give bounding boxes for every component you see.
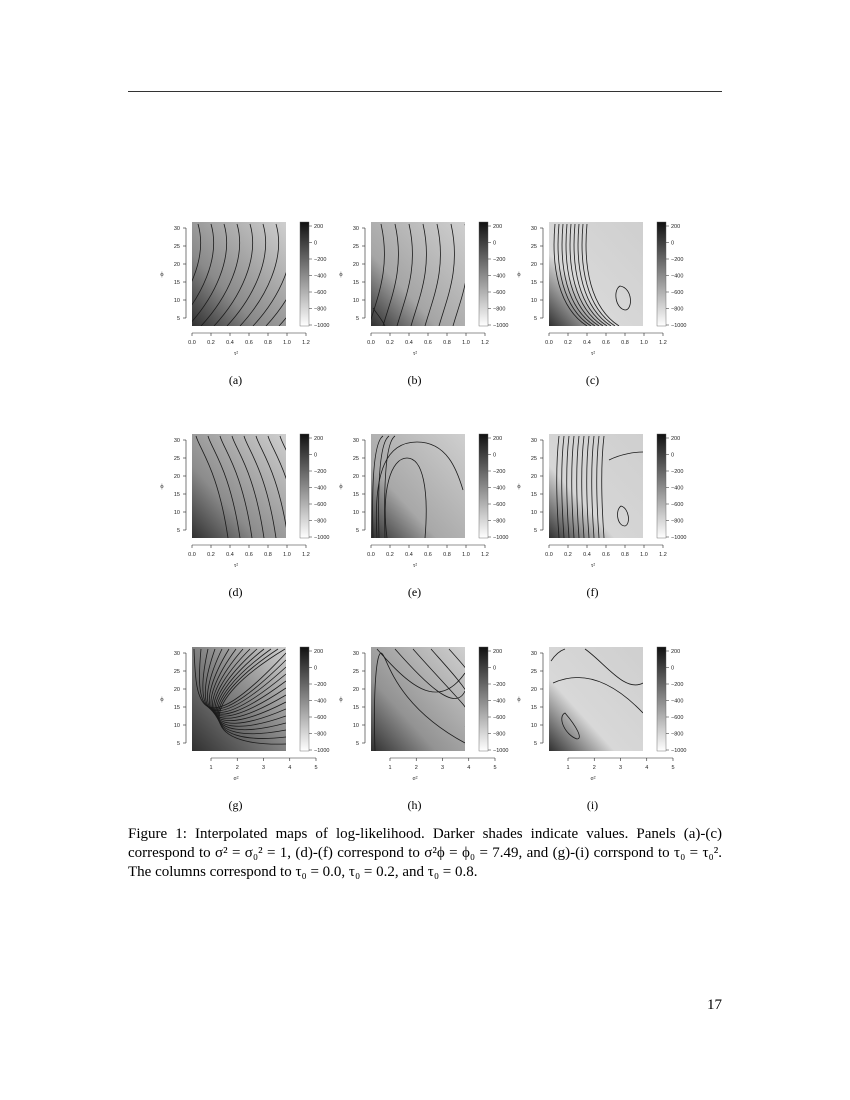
page-number: 17 [707, 997, 722, 1013]
colorbar [479, 222, 488, 326]
y-tick-label: 20 [173, 474, 180, 480]
colorbar-tick-label: −600 [493, 502, 506, 508]
y-tick-label: 30 [530, 226, 537, 232]
heatmap-field [371, 647, 465, 751]
colorbar-tick-label: −400 [671, 273, 684, 280]
heatmap-field [192, 647, 286, 751]
colorbar-tick-label: −1000 [314, 535, 330, 541]
y-tick-label: 30 [530, 438, 537, 444]
y-tick-label: 30 [173, 226, 180, 232]
y-tick-label: 5 [176, 741, 180, 747]
y-tick-label: 15 [352, 280, 359, 286]
x-tick-label: 0.6 [245, 552, 253, 558]
colorbar-tick-label: −800 [493, 306, 506, 313]
colorbar-tick-label: 0 [671, 240, 675, 247]
y-tick-label: 20 [530, 687, 537, 693]
x-tick-label: 0.4 [583, 552, 591, 558]
y-tick-label: 10 [352, 298, 359, 304]
panel-g [160, 643, 343, 803]
caption-text: Interpolated maps of log-likelihood. Darker shades indicate values. Panels (a)-(c) correspond to σ² = σ₀² = 1, (d)-(f) correspond to σ²ϕ = ϕ₀ = 7.49, and (g)-(i) corrspond to τ₀ = τ₀². The columns correspond to τ₀ = 0.0, τ₀ = 0.2, and τ₀ = 0.8. [128, 826, 722, 880]
x-tick-label: 1 [566, 765, 570, 771]
colorbar-tick-label: 200 [493, 649, 503, 655]
y-tick-label: 15 [352, 492, 359, 498]
y-tick-label: 15 [173, 705, 180, 711]
panel-label: (b) [407, 373, 422, 387]
heatmap-field [549, 647, 643, 751]
y-tick-label: 25 [530, 669, 537, 675]
y-tick-label: 30 [530, 651, 537, 657]
panel-label: (f) [586, 585, 599, 599]
heatmap-field [192, 434, 286, 538]
contour-plot [160, 430, 343, 590]
y-tick-label: 10 [530, 510, 537, 516]
y-tick-label: 30 [173, 651, 180, 657]
y-tick-label: 25 [352, 456, 359, 462]
y-tick-label: 5 [355, 528, 359, 534]
colorbar [300, 222, 309, 326]
colorbar [300, 647, 309, 751]
x-tick-label: 5 [493, 765, 497, 771]
y-tick-label: 20 [352, 687, 359, 693]
colorbar-tick-label: −200 [314, 469, 327, 475]
x-axis-label: τ² [590, 563, 596, 569]
colorbar [657, 222, 666, 326]
contour-plot [339, 643, 522, 803]
colorbar-tick-label: −400 [314, 698, 327, 705]
y-tick-label: 5 [533, 316, 537, 322]
colorbar-tick-label: −1000 [671, 323, 687, 329]
panel-label: (a) [228, 373, 243, 387]
colorbar-tick-label: −200 [493, 682, 506, 688]
panel-a [160, 218, 343, 378]
x-tick-label: 1.0 [283, 552, 291, 558]
colorbar-tick-label: 0 [493, 240, 497, 247]
colorbar-tick-label: −600 [493, 715, 506, 721]
x-tick-label: 0.6 [602, 340, 610, 346]
y-tick-label: 5 [355, 316, 359, 322]
x-tick-label: 3 [440, 765, 445, 771]
y-tick-label: 15 [352, 705, 359, 711]
x-tick-label: 2 [592, 765, 596, 771]
x-tick-label: 4 [288, 765, 292, 771]
y-tick-label: 20 [173, 262, 180, 268]
x-tick-label: 0.6 [602, 552, 610, 558]
x-tick-label: 0.8 [443, 552, 451, 558]
x-tick-label: 0.8 [264, 552, 272, 558]
x-tick-label: 0.0 [367, 340, 375, 346]
x-tick-label: 1.0 [640, 340, 648, 346]
x-tick-label: 0.4 [226, 552, 234, 558]
colorbar-tick-label: −400 [493, 273, 506, 280]
colorbar-tick-label: −600 [314, 502, 327, 508]
x-tick-label: 2 [414, 765, 418, 771]
x-tick-label: 1.2 [302, 340, 310, 346]
y-axis-label: ϕ [339, 272, 343, 278]
colorbar-tick-label: −1000 [671, 535, 687, 541]
colorbar-tick-label: −800 [671, 306, 684, 313]
y-tick-label: 30 [352, 226, 359, 232]
colorbar-tick-label: −200 [671, 682, 684, 688]
y-tick-label: 15 [530, 280, 537, 286]
y-tick-label: 15 [173, 280, 180, 286]
y-tick-label: 15 [530, 705, 537, 711]
colorbar-tick-label: −600 [671, 715, 684, 721]
colorbar-tick-label: 0 [493, 665, 497, 672]
x-tick-label: 0.8 [264, 340, 272, 346]
panel-c [517, 218, 700, 378]
colorbar-tick-label: −200 [314, 257, 327, 263]
colorbar-tick-label: −1000 [493, 748, 509, 754]
contour-plot [517, 643, 700, 803]
x-tick-label: 5 [671, 765, 675, 771]
y-tick-label: 25 [530, 456, 537, 462]
panel-label: (c) [585, 373, 600, 387]
panel-label: (d) [228, 585, 243, 599]
colorbar-tick-label: 200 [493, 436, 503, 442]
panel-i [517, 643, 700, 803]
x-tick-label: 0.0 [188, 340, 196, 346]
colorbar-tick-label: 200 [671, 224, 681, 230]
colorbar [657, 647, 666, 751]
x-tick-label: 1.2 [481, 340, 489, 346]
x-tick-label: 1.0 [462, 552, 470, 558]
panel-f [517, 430, 700, 590]
panel-e [339, 430, 522, 590]
colorbar-tick-label: −800 [314, 306, 327, 313]
x-tick-label: 5 [314, 765, 318, 771]
colorbar-tick-label: −800 [671, 731, 684, 738]
colorbar-tick-label: −600 [671, 290, 684, 296]
x-tick-label: 0.2 [564, 552, 572, 558]
x-tick-label: 1.2 [659, 552, 667, 558]
x-tick-label: 0.6 [245, 340, 253, 346]
header-rule [128, 91, 722, 92]
x-tick-label: 0.6 [424, 340, 432, 346]
colorbar-tick-label: 0 [314, 240, 318, 247]
y-axis-label: ϕ [339, 484, 343, 490]
colorbar-tick-label: −600 [671, 502, 684, 508]
y-tick-label: 25 [530, 244, 537, 250]
colorbar-tick-label: 0 [493, 452, 497, 459]
contour-plot [339, 218, 522, 378]
colorbar-tick-label: 0 [671, 452, 675, 459]
colorbar-tick-label: 0 [314, 452, 318, 459]
x-tick-label: 0.4 [583, 340, 591, 346]
colorbar-tick-label: −400 [671, 698, 684, 705]
heatmap-field [371, 222, 465, 326]
x-tick-label: 0.2 [207, 340, 215, 346]
colorbar-tick-label: −200 [493, 469, 506, 475]
colorbar-tick-label: −400 [493, 698, 506, 705]
y-tick-label: 25 [352, 244, 359, 250]
colorbar [300, 434, 309, 538]
y-tick-label: 5 [355, 741, 359, 747]
x-tick-label: 0.4 [405, 340, 413, 346]
y-tick-label: 25 [173, 244, 180, 250]
colorbar-tick-label: 0 [314, 665, 318, 672]
x-axis-label: σ² [233, 776, 239, 782]
x-tick-label: 0.2 [386, 552, 394, 558]
x-tick-label: 1 [209, 765, 213, 771]
x-tick-label: 0.8 [621, 340, 629, 346]
contour-plot [160, 643, 343, 803]
x-tick-label: 3 [618, 765, 623, 771]
x-tick-label: 0.2 [207, 552, 215, 558]
y-tick-label: 10 [530, 723, 537, 729]
x-tick-label: 0.8 [621, 552, 629, 558]
colorbar-tick-label: −600 [493, 290, 506, 296]
y-tick-label: 30 [352, 438, 359, 444]
panel-b [339, 218, 522, 378]
x-tick-label: 0.0 [367, 552, 375, 558]
colorbar-tick-label: −600 [314, 290, 327, 296]
contour-plot [160, 218, 343, 378]
colorbar-tick-label: −400 [314, 273, 327, 280]
y-tick-label: 25 [173, 456, 180, 462]
y-tick-label: 20 [530, 262, 537, 268]
x-axis-label: τ² [233, 351, 239, 357]
x-tick-label: 1.2 [302, 552, 310, 558]
colorbar-tick-label: 200 [314, 436, 324, 442]
x-tick-label: 1 [388, 765, 392, 771]
colorbar-tick-label: −800 [671, 518, 684, 525]
colorbar-tick-label: −400 [671, 485, 684, 492]
x-tick-label: 0.0 [545, 552, 553, 558]
panel-h [339, 643, 522, 803]
y-axis-label: ϕ [339, 697, 343, 703]
x-axis-label: τ² [412, 351, 418, 357]
panel-label: (i) [586, 798, 599, 812]
y-tick-label: 30 [173, 438, 180, 444]
figure-caption [128, 825, 722, 882]
x-axis-label: τ² [412, 563, 418, 569]
panel-label: (g) [228, 798, 243, 812]
y-axis-label: ϕ [517, 697, 521, 703]
colorbar-tick-label: −200 [493, 257, 506, 263]
x-axis-label: σ² [412, 776, 418, 782]
colorbar-tick-label: −200 [671, 257, 684, 263]
heatmap-field [192, 222, 286, 326]
x-tick-label: 0.6 [424, 552, 432, 558]
colorbar-tick-label: 200 [314, 224, 324, 230]
y-tick-label: 5 [533, 528, 537, 534]
colorbar-tick-label: −600 [314, 715, 327, 721]
panel-d [160, 430, 343, 590]
x-axis-label: τ² [590, 351, 596, 357]
colorbar-tick-label: −800 [314, 518, 327, 525]
colorbar [479, 647, 488, 751]
x-tick-label: 4 [645, 765, 649, 771]
colorbar-tick-label: −200 [671, 469, 684, 475]
y-tick-label: 30 [352, 651, 359, 657]
colorbar-tick-label: −400 [493, 485, 506, 492]
x-tick-label: 3 [261, 765, 266, 771]
y-tick-label: 5 [176, 316, 180, 322]
y-tick-label: 15 [173, 492, 180, 498]
contour-plot [517, 430, 700, 590]
x-tick-label: 0.0 [545, 340, 553, 346]
y-axis-label: ϕ [517, 484, 521, 490]
y-tick-label: 10 [173, 723, 180, 729]
colorbar-tick-label: −1000 [493, 323, 509, 329]
y-tick-label: 5 [176, 528, 180, 534]
contour-plot [517, 218, 700, 378]
panel-label: (e) [407, 585, 422, 599]
y-tick-label: 10 [530, 298, 537, 304]
colorbar-tick-label: 0 [671, 665, 675, 672]
y-tick-label: 10 [173, 298, 180, 304]
colorbar-tick-label: −800 [314, 731, 327, 738]
x-tick-label: 1.0 [283, 340, 291, 346]
x-tick-label: 0.4 [405, 552, 413, 558]
colorbar-tick-label: 200 [314, 649, 324, 655]
y-tick-label: 25 [352, 669, 359, 675]
x-tick-label: 0.2 [386, 340, 394, 346]
x-tick-label: 4 [467, 765, 471, 771]
y-tick-label: 20 [352, 474, 359, 480]
colorbar-tick-label: −1000 [314, 323, 330, 329]
colorbar-tick-label: −1000 [671, 748, 687, 754]
y-tick-label: 10 [173, 510, 180, 516]
colorbar-tick-label: −400 [314, 485, 327, 492]
x-axis-label: σ² [590, 776, 596, 782]
heatmap-field [549, 222, 643, 326]
x-tick-label: 0.8 [443, 340, 451, 346]
colorbar [479, 434, 488, 538]
y-axis-label: ϕ [160, 484, 164, 490]
y-tick-label: 25 [173, 669, 180, 675]
x-tick-label: 1.2 [481, 552, 489, 558]
colorbar-tick-label: −800 [493, 731, 506, 738]
colorbar-tick-label: 200 [671, 436, 681, 442]
y-tick-label: 5 [533, 741, 537, 747]
y-tick-label: 10 [352, 723, 359, 729]
y-tick-label: 10 [352, 510, 359, 516]
y-tick-label: 15 [530, 492, 537, 498]
y-axis-label: ϕ [160, 697, 164, 703]
x-tick-label: 2 [235, 765, 239, 771]
y-tick-label: 20 [530, 474, 537, 480]
colorbar-tick-label: −1000 [314, 748, 330, 754]
panel-label: (h) [407, 798, 422, 812]
colorbar-tick-label: −1000 [493, 535, 509, 541]
colorbar [657, 434, 666, 538]
y-tick-label: 20 [352, 262, 359, 268]
colorbar-tick-label: 200 [671, 649, 681, 655]
y-axis-label: ϕ [517, 272, 521, 278]
contour-plot [339, 430, 522, 590]
colorbar-tick-label: −200 [314, 682, 327, 688]
y-tick-label: 20 [173, 687, 180, 693]
colorbar-tick-label: −800 [493, 518, 506, 525]
x-axis-label: τ² [233, 563, 239, 569]
y-axis-label: ϕ [160, 272, 164, 278]
x-tick-label: 0.0 [188, 552, 196, 558]
x-tick-label: 1.0 [462, 340, 470, 346]
colorbar-tick-label: 200 [493, 224, 503, 230]
x-tick-label: 0.4 [226, 340, 234, 346]
x-tick-label: 0.2 [564, 340, 572, 346]
caption-label: Figure 1: [128, 826, 187, 842]
x-tick-label: 1.0 [640, 552, 648, 558]
x-tick-label: 1.2 [659, 340, 667, 346]
